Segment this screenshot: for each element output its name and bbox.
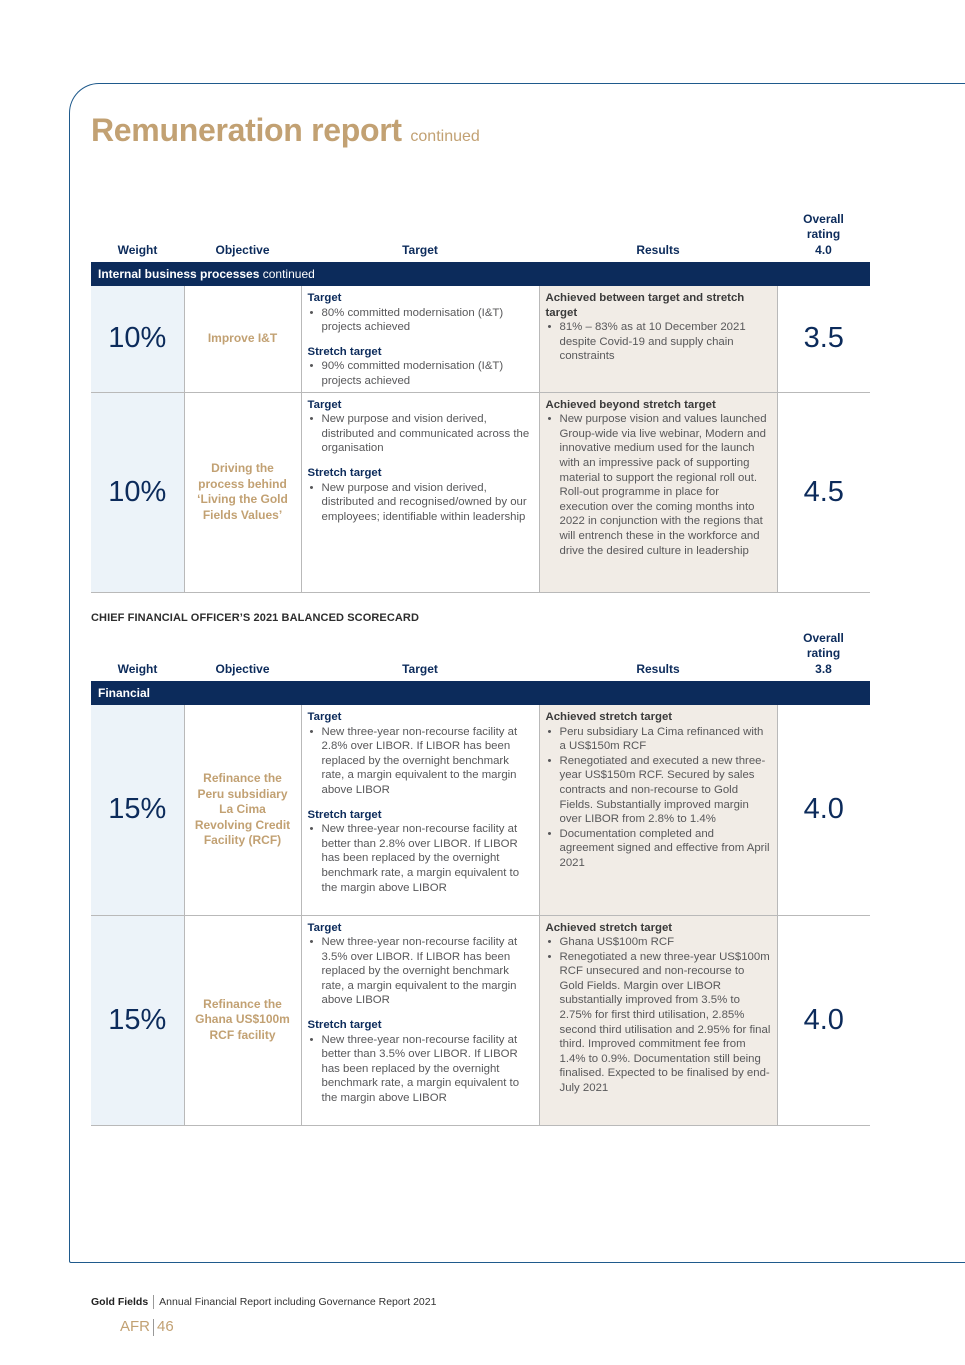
footer — [91, 1295, 436, 1309]
result-heading: Achieved beyond stretch target — [545, 398, 716, 411]
target-label: Target — [307, 711, 342, 723]
table-row — [91, 392, 870, 592]
target-label: Target — [307, 398, 342, 411]
header-row — [91, 629, 870, 681]
result-item: • 81% – 83% as at 10 December 2021 despite Covid-19 and supply chain constraints — [546, 320, 771, 364]
stretch-target-item: • New purpose and vision derived, distributed and recognised/owned by our employees; identifiable within leadership — [308, 481, 533, 525]
table-row — [91, 915, 870, 1125]
header-weight: Weight — [117, 661, 158, 676]
stretch-target-item: • New three-year non-recourse facility at better than 3.5% over LIBOR. If LIBOR has been replaced by the overnight benchmark rate, a margin equivalent to the margin above LIBOR — [308, 1033, 533, 1106]
target-cell — [301, 915, 539, 1125]
scorecard-table-1 — [91, 210, 870, 593]
target-label: Target — [307, 292, 342, 304]
objective-cell: Refinance the Ghana US$100m RCF facility — [184, 915, 301, 1125]
category-label: Financial — [98, 686, 151, 700]
header-target: Target — [402, 661, 438, 676]
target-item: • New three-year non-recourse facility at 2.8% over LIBOR. If LIBOR has been replaced by the overnight benchmark rate, a margin equivalent to the margin above LIBOR — [308, 725, 533, 798]
stretch-target-label: Stretch target — [307, 808, 382, 821]
section-heading: CHIEF FINANCIAL OFFICER’S 2021 BALANCED SCORECARD — [91, 612, 420, 624]
footer-report-title: Annual Financial Report including Governance Report 2021 — [159, 1295, 437, 1308]
table-row — [91, 705, 870, 915]
results-cell — [539, 915, 777, 1125]
scorecard-table-2 — [91, 629, 870, 1126]
target-cell — [301, 392, 539, 592]
weight-cell: 10% — [91, 392, 184, 592]
category-row — [91, 262, 870, 286]
header-objective: Objective — [215, 661, 270, 676]
weight-cell: 15% — [91, 705, 184, 915]
target-cell — [301, 286, 539, 392]
weight-cell: 15% — [91, 915, 184, 1125]
category-label: Internal business processes — [98, 267, 260, 281]
page-number-value: 46 — [157, 1318, 174, 1335]
rating-cell: 3.5 — [777, 286, 870, 392]
stretch-target-item: • 90% committed modernisation (I&T) projects achieved — [308, 359, 533, 388]
header-target: Target — [402, 242, 438, 257]
target-label: Target — [307, 921, 342, 934]
result-item: • Documentation completed and agreement signed and effective from April 2021 — [546, 827, 771, 871]
results-cell — [539, 705, 777, 915]
target-item: • New purpose and vision derived, distributed and communicated across the organisation — [308, 412, 533, 456]
objective-cell: Improve I&T — [184, 286, 301, 392]
result-heading: Achieved stretch target — [545, 921, 673, 934]
stretch-target-label: Stretch target — [307, 1019, 382, 1032]
category-suffix: continued — [262, 267, 315, 281]
result-item: • Renegotiated a new three-year US$100m RCF unsecured and non-recourse to Gold Fields. Margin over LIBOR substantially improved from 3.5% to 2.75% for first third utilisation, 2.85% second third utilisation and 2.95% for final third. Improved commitment fee from 1.4% to 0.9%. Documentation still being finalised. Expected to be finalised by end-July 2021 — [546, 950, 771, 1096]
result-item: • New purpose vision and values launched Group-wide via live webinar, Modern and innovative medium used for the launch with an impressive pack of supporting material to support the regional roll out. Roll-out programme in place for execution over the coming months into 2022 in conjunction with the regions that will entrench these in the workforce and drive the desired culture in leadership — [546, 412, 771, 558]
header-results: Results — [636, 242, 680, 257]
rating-cell: 4.5 — [777, 392, 870, 592]
title-suffix: continued — [410, 128, 480, 145]
result-item: • Renegotiated and executed a new three-year US$150m RCF. Secured by sales contracts and non-recourse to Gold Fields. Substantially improved margin over LIBOR from 2.8% to 1.4% — [546, 754, 771, 827]
page-number — [120, 1318, 174, 1336]
target-item: • New three-year non-recourse facility at 3.5% over LIBOR. If LIBOR has been replaced by the overnight benchmark rate, a margin equivalent to the margin above LIBOR — [308, 935, 533, 1008]
stretch-target-item: • New three-year non-recourse facility at better than 2.8% over LIBOR. If LIBOR has been replaced by the overnight benchmark rate, a margin equivalent to the margin above LIBOR — [308, 822, 533, 895]
objective-cell: Refinance the Peru subsidiary La Cima Revolving Credit Facility (RCF) — [184, 705, 301, 915]
result-heading: Achieved stretch target — [545, 711, 673, 723]
rating-cell: 4.0 — [777, 705, 870, 915]
header-weight: Weight — [117, 242, 158, 257]
rating-cell: 4.0 — [777, 915, 870, 1125]
header-results: Results — [636, 661, 680, 676]
page-section-label: AFR — [120, 1318, 150, 1335]
target-cell — [301, 705, 539, 915]
header-overall-rating: Overall rating 3.8 — [803, 630, 844, 676]
stretch-target-label: Stretch target — [307, 466, 382, 479]
table-row — [91, 286, 870, 392]
target-item: • 80% committed modernisation (I&T) projects achieved — [308, 306, 533, 335]
results-cell — [539, 286, 777, 392]
overall-rating-value: 3.8 — [815, 661, 832, 676]
overall-rating-value: 4.0 — [815, 242, 832, 257]
objective-cell: Driving the process behind ‘Living the Gold Fields Values’ — [184, 392, 301, 592]
result-item: • Ghana US$100m RCF — [546, 935, 771, 950]
result-item: • Peru subsidiary La Cima refinanced with a US$150m RCF — [546, 725, 771, 754]
stretch-target-label: Stretch target — [307, 345, 382, 358]
header-row — [91, 210, 870, 262]
weight-cell: 10% — [91, 286, 184, 392]
result-heading: Achieved between target and stretch target — [545, 292, 745, 319]
category-row — [91, 681, 870, 705]
header-objective: Objective — [215, 242, 270, 257]
header-overall-rating: Overall rating 4.0 — [803, 211, 844, 257]
footer-company: Gold Fields — [91, 1295, 149, 1308]
results-cell — [539, 392, 777, 592]
page-title: Remuneration report continued — [91, 112, 480, 148]
